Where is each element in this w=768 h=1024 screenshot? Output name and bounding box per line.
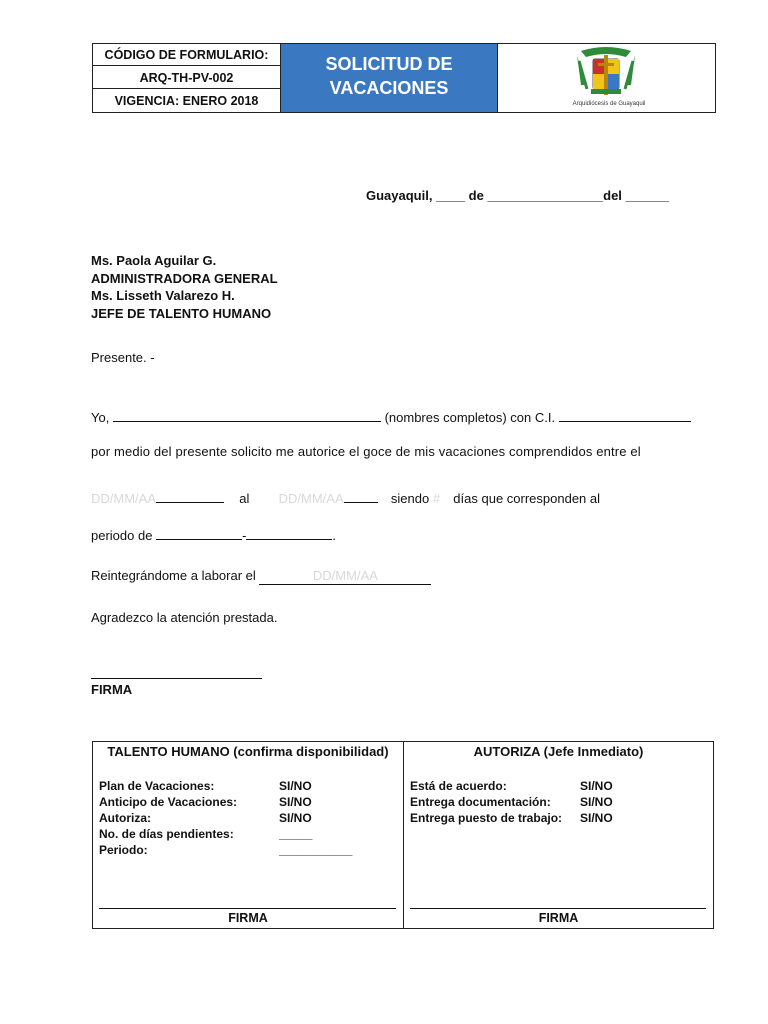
- hr-label-plan: Plan de Vacaciones:: [99, 779, 215, 793]
- form-code-value: ARQ-TH-PV-002: [93, 67, 280, 89]
- month-blank[interactable]: ________________: [487, 188, 604, 203]
- approval-table: [92, 741, 714, 929]
- request-line: por medio del presente solicito me autorice el goce de mis vacaciones comprendidos entre el: [91, 444, 641, 459]
- mgr-label-documentacion: Entrega documentación:: [410, 795, 551, 809]
- names-hint: (nombres completos) con C.I.: [384, 410, 556, 425]
- manager-section: [404, 742, 713, 928]
- hr-signature-line[interactable]: [99, 908, 396, 909]
- mgr-value-acuerdo[interactable]: SI/NO: [580, 779, 613, 793]
- place-date-line: [366, 188, 669, 204]
- form-header: [92, 43, 716, 113]
- end-date-field[interactable]: [344, 490, 378, 503]
- thanks: Agradezco la atención prestada.: [91, 610, 278, 625]
- recipient-2-title: JEFE DE TALENTO HUMANO: [91, 305, 272, 321]
- manager-header: AUTORIZA (Jefe Inmediato): [473, 744, 644, 759]
- period-dash: -: [242, 528, 247, 543]
- recipient-1-name: Ms. Paola Aguilar G.: [91, 253, 217, 268]
- days-number-placeholder[interactable]: #: [432, 491, 441, 506]
- archdiocese-logo: [499, 44, 715, 112]
- hr-label-anticipo: Anticipo de Vacaciones:: [99, 795, 238, 809]
- period-dot: .: [332, 528, 337, 543]
- period-end-field[interactable]: [246, 527, 332, 540]
- hr-value-autoriza[interactable]: SI/NO: [279, 811, 312, 825]
- greeting: Presente. -: [91, 350, 155, 365]
- city: Guayaquil,: [366, 188, 433, 203]
- return-line: [91, 568, 431, 585]
- manager-signature-line[interactable]: [410, 908, 706, 909]
- period-line: [91, 527, 336, 544]
- form-validity: VIGENCIA: ENERO 2018: [114, 94, 259, 108]
- del-word: del: [603, 188, 622, 203]
- day-blank[interactable]: ____: [436, 188, 466, 203]
- periodo-word: periodo de: [91, 528, 153, 543]
- mgr-value-puesto[interactable]: SI/NO: [580, 811, 613, 825]
- reintegro-text: Reintegrándome a laborar el: [91, 568, 256, 583]
- hr-label-autoriza: Autoriza:: [99, 811, 151, 825]
- hr-header: TALENTO HUMANO (confirma disponibilidad): [107, 744, 389, 759]
- dates-line: [91, 490, 714, 507]
- hr-labels: [99, 778, 237, 858]
- coat-of-arms-icon: [571, 45, 641, 103]
- start-date-placeholder[interactable]: DD/MM/AA: [91, 491, 156, 506]
- hr-section: [93, 742, 404, 928]
- manager-firma: FIRMA: [538, 911, 579, 925]
- hr-value-periodo[interactable]: ___________: [279, 843, 353, 857]
- hr-value-anticipo[interactable]: SI/NO: [279, 795, 312, 809]
- signature-line[interactable]: [91, 678, 262, 679]
- id-number-field[interactable]: [559, 409, 691, 422]
- de-word: de: [468, 188, 484, 203]
- signature-label: FIRMA: [91, 682, 133, 697]
- form-code-label: CÓDIGO DE FORMULARIO:: [93, 44, 280, 66]
- manager-values: [580, 778, 613, 826]
- logo-caption: Arquidiócesis de Guayaquil: [572, 101, 646, 107]
- return-date-placeholder: DD/MM/AA: [312, 568, 378, 583]
- yo-word: Yo,: [91, 410, 110, 425]
- hr-values: [279, 778, 352, 858]
- days-text: días que corresponden al: [453, 491, 601, 506]
- end-date-placeholder[interactable]: DD/MM/AA: [278, 491, 344, 506]
- start-date-field[interactable]: [156, 490, 224, 503]
- form-title: [280, 44, 498, 112]
- name-line: [91, 409, 714, 426]
- full-name-field[interactable]: [113, 409, 381, 422]
- recipients: [91, 252, 278, 322]
- al-word: al: [239, 491, 250, 506]
- manager-labels: [410, 778, 562, 826]
- hr-value-plan[interactable]: SI/NO: [279, 779, 312, 793]
- mgr-label-acuerdo: Está de acuerdo:: [410, 779, 507, 793]
- hr-value-dias[interactable]: _____: [279, 827, 313, 841]
- hr-label-periodo: Periodo:: [99, 843, 148, 857]
- form-title-line1: SOLICITUD DE: [325, 54, 453, 74]
- mgr-label-puesto: Entrega puesto de trabajo:: [410, 811, 563, 825]
- year-blank[interactable]: ______: [625, 188, 669, 203]
- form-title-line2: VACACIONES: [329, 78, 449, 98]
- hr-firma: FIRMA: [228, 911, 268, 925]
- period-start-field[interactable]: [156, 527, 242, 540]
- recipient-2-name: Ms. Lisseth Valarezo H.: [91, 288, 235, 303]
- recipient-1-title: ADMINISTRADORA GENERAL: [91, 270, 278, 286]
- hr-label-dias: No. de días pendientes:: [99, 827, 234, 841]
- siendo-word: siendo: [390, 491, 430, 506]
- return-date-field[interactable]: [259, 568, 431, 585]
- form-code-block: [93, 44, 280, 112]
- mgr-value-documentacion[interactable]: SI/NO: [580, 795, 613, 809]
